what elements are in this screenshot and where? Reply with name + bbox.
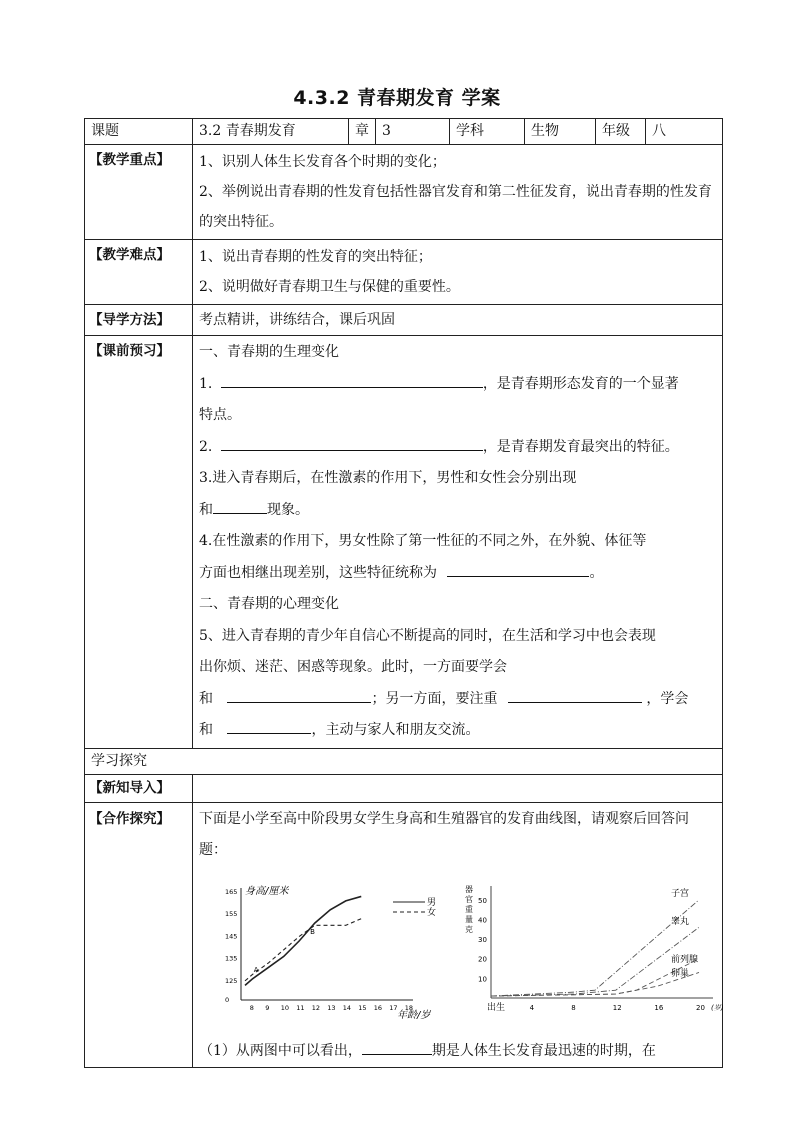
x-tick-label: 18 — [404, 1003, 414, 1012]
key-points-row — [85, 145, 723, 240]
y-tick-label: 165 — [225, 887, 238, 896]
x-tick-label: 16 — [654, 1003, 664, 1012]
new-intro-row — [85, 774, 723, 802]
x-tick-label: 8 — [571, 1003, 576, 1012]
grade-value: 八 — [646, 119, 723, 145]
grade-label: 年级 — [596, 119, 646, 145]
x-tick-label: 11 — [296, 1003, 305, 1012]
x-tick-label: 20 — [696, 1003, 705, 1012]
organ-weight-chart — [465, 880, 725, 1030]
x-tick-label: 出生 — [487, 1002, 506, 1013]
preview-q3: 3.进入青春期后，在性激素的作用下，男性和女性会分别出现 — [199, 470, 577, 486]
key-point-2: 2、举例说出青春期的性发育包括性器官发育和第二性征发育，说出青春期的性发育的突出特征。 — [199, 184, 712, 230]
series-label-前列腺: 前列腺 — [671, 954, 699, 965]
q3-blank[interactable] — [213, 499, 267, 514]
new-intro-label: 【新知导入】 — [85, 774, 193, 802]
x-tick-label: 10 — [280, 1003, 290, 1012]
header-row — [85, 119, 723, 145]
chapter-value: 3 — [376, 119, 450, 145]
q1-blank[interactable] — [221, 373, 483, 388]
q2-blank[interactable] — [221, 436, 483, 451]
preview-q1: 1. ，是青春期形态发育的一个显著 — [199, 369, 716, 401]
series-line-子宫 — [491, 899, 699, 995]
y-tick-label: 0 — [225, 995, 230, 1004]
y-tick-label: 155 — [225, 909, 238, 918]
q4-blank[interactable] — [447, 562, 589, 577]
y-tick-label: 40 — [478, 915, 487, 924]
y-tick-label: 20 — [478, 955, 487, 964]
cooperate-label: 【合作探究】 — [85, 802, 193, 1067]
preview-q4: 4.在性激素的作用下，男女性除了第一性征的不同之外，在外貌、体征等 — [199, 533, 647, 549]
difficulty-2: 2、说明做好青春期卫生与保健的重要性。 — [199, 279, 460, 295]
annotation-b: B — [310, 927, 315, 936]
cooperate-intro: 下面是小学至高中阶段男女学生身高和生殖器官的发育曲线图，请观察后回答问题： — [199, 810, 689, 858]
preview-section-1: 一、青春期的生理变化 — [199, 344, 339, 360]
y-tick-label: 125 — [225, 976, 238, 985]
series-line-睾丸 — [491, 927, 699, 996]
preview-section-2: 二、青春期的心理变化 — [199, 596, 339, 612]
q5-blank-2[interactable] — [508, 688, 642, 703]
y-tick-label: 50 — [478, 896, 487, 905]
y-axis-label-char: 器 — [465, 884, 473, 894]
method-row — [85, 305, 723, 336]
figures — [199, 866, 724, 1036]
y-tick-label: 145 — [225, 931, 238, 940]
x-axis-label: 年龄/岁 — [397, 1009, 431, 1021]
x-tick-label: 12 — [612, 1003, 622, 1012]
legend-label-male: 男 — [427, 897, 437, 908]
explore-label: 学习探究 — [85, 748, 723, 774]
series-label-子宫: 子宫 — [671, 888, 690, 899]
x-tick-label: 9 — [265, 1003, 270, 1012]
lesson-table — [84, 118, 723, 1068]
coop-q1-blank[interactable] — [362, 1040, 432, 1055]
annotation-a: A — [253, 965, 259, 974]
preview-row: 【课前预习】 一、青春期的生理变化 1. ，是青春期形态发育的一个显著 特点。 2. ，是青春期发育最突出的特征。 3.进入青春期后，在性激素的作用下，男性和女性会分别出现 和 现象。 4.在性激素的作用下，男女性除了第一性征的不同之外，在外貌、体征等 方面也相继出现差别，这些特征统称为 。 二、青春期的心理变化 5、进入青春期的青少年自信心不断提高的同时，在生活和学习中也会表现 出你烦、迷茫、困惑等现象。此时，一方面要学会 和 ；另一方面，要注重 ，学会 和 ，主动与家人和朋友交流。 — [85, 336, 723, 749]
x-tick-label: 4 — [529, 1003, 535, 1012]
preview-q5: 5、进入青春期的青少年自信心不断提高的同时，在生活和学习中也会表现 — [199, 627, 656, 644]
y-tick-label: 135 — [225, 954, 238, 963]
q5-blank-3[interactable] — [227, 719, 311, 734]
q5-blank-1[interactable] — [227, 688, 371, 703]
method-text: 考点精讲，讲练结合，课后巩固 — [193, 305, 723, 336]
method-label: 【导学方法】 — [85, 305, 193, 336]
topic-label: 课题 — [85, 119, 193, 145]
key-point-1: 1、识别人体生长发育各个时期的变化； — [199, 154, 446, 170]
series-label-睾丸: 睾丸 — [671, 916, 690, 927]
preview-q2: 2. ，是青春期发育最突出的特征。 — [199, 432, 716, 464]
height-growth-chart — [217, 880, 467, 1030]
preview-label: 【课前预习】 — [85, 336, 193, 749]
difficulties-row — [85, 240, 723, 305]
y-tick-label: 10 — [478, 974, 487, 983]
y-tick-label: 30 — [478, 935, 487, 944]
topic-value: 3.2 青春期发育 — [193, 119, 349, 145]
x-tick-label: 12 — [311, 1003, 321, 1012]
y-axis-label-char: 克 — [465, 924, 473, 934]
subject-value: 生物 — [525, 119, 596, 145]
series-line-男 — [245, 896, 361, 985]
y-axis-label: 身高/厘米 — [245, 885, 289, 897]
x-tick-label: 15 — [358, 1003, 367, 1012]
x-tick-label: 14 — [342, 1003, 352, 1012]
x-tick-label: 17 — [389, 1003, 398, 1012]
cooperate-row — [85, 802, 723, 1067]
x-axis-unit: (岁) — [711, 1003, 724, 1012]
series-label-卵巢: 卵巢 — [671, 968, 690, 979]
x-tick-label: 16 — [373, 1003, 383, 1012]
y-axis-label-char: 重 — [465, 904, 473, 914]
difficulties-label: 【教学难点】 — [85, 240, 193, 305]
x-tick-label: 8 — [249, 1003, 254, 1012]
cooperate-q1: （1）从两图中可以看出， 期是人体生长发育最迅速的时期，在 — [199, 1036, 716, 1067]
y-axis-label-char: 官 — [465, 894, 473, 904]
x-tick-label: 13 — [327, 1003, 336, 1012]
page-title: 4.3.2 青春期发育 学案 — [293, 87, 501, 109]
y-axis-label-char: 量 — [465, 914, 473, 924]
explore-row — [85, 748, 723, 774]
chapter-label: 章 — [349, 119, 376, 145]
subject-label: 学科 — [450, 119, 525, 145]
difficulty-1: 1、说出青春期的性发育的突出特征； — [199, 249, 432, 265]
key-points-label: 【教学重点】 — [85, 145, 193, 240]
legend-label-female: 女 — [427, 907, 437, 918]
